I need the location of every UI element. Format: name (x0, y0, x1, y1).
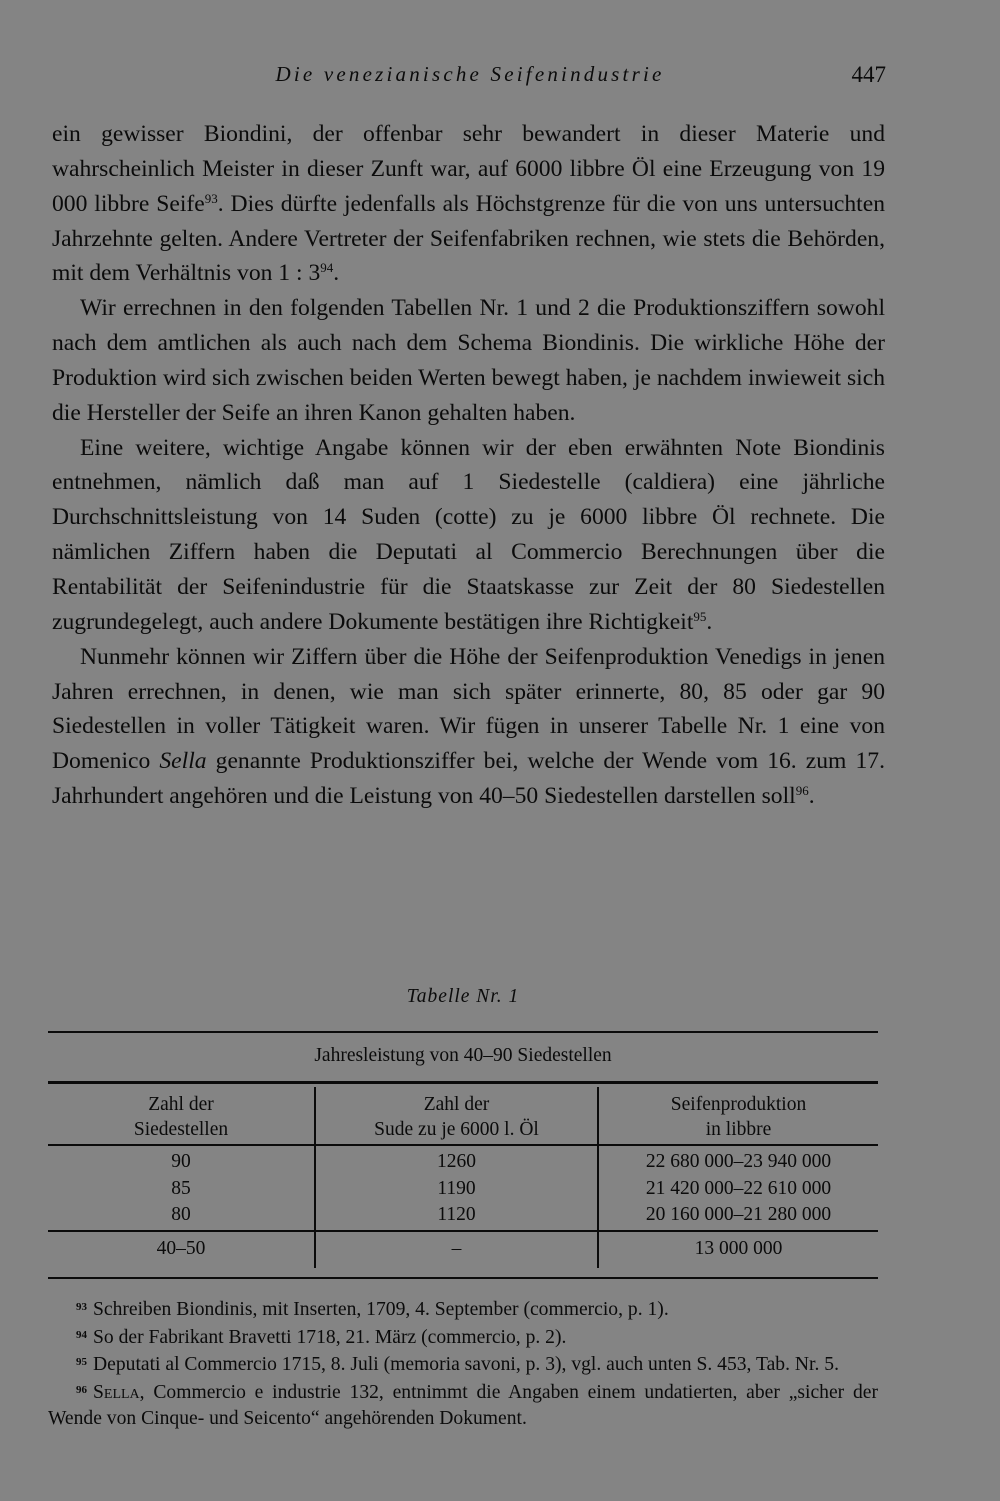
summary-produktion: 13 000 000 (694, 1238, 783, 1259)
paragraph-2: Wir errechnen in den folgenden Tabellen Nr. 1 und 2 die Produktionsziffern sowohl nach dem amtlichen als auch nach dem Schema Biondinis. Die wirkliche Höhe der Produktion wird sich zwischen beiden Werten bewegt haben, je nachdem inwieweit sich die Hersteller der Seife an ihren Kanon gehalten haben. (52, 295, 885, 426)
table-sum-rule (48, 1230, 878, 1232)
paragraph-1-text-a: ein gewisser Biondini, der offenbar sehr bewandert in dieser Materie und wahrscheinlich Meister in dieser Zunft war, auf 6000 libbre Öl eine Erzeugung von 19 000 libbre Seife (52, 121, 885, 217)
paragraph-4-text-a: Nunmehr können wir Ziffern über die Höhe der Seifenproduktion Venedigs in jenen Jahren errechnen, in denen, wie man sich später erinnerte, 80, 85 oder gar 90 Siedestellen in voller Tätigkeit waren. Wir fügen in unserer Tabelle Nr. 1 eine von Domenico (52, 643, 885, 775)
footnote-95 (48, 1350, 878, 1378)
header-produktion-line-2: in libbre (705, 1119, 772, 1140)
paragraph-3-text-a: Eine weitere, wichtige Angabe können wir der eben erwähnten Note Biondinis entnehmen, nämlich daß man auf 1 Siedestelle (caldiera) eine jährliche Durchschnittsleistung von 14 Suden (cotte) zu je 6000 libbre Öl rechnete. Die nämlichen Ziffern haben die Deputati al Commercio Berechnungen über die Rentabilität der Seifenindustrie für die Staatskasse zur Zeit der 80 Siedestellen zugrundegelegt, auch andere Dokumente bestätigen ihre Richtigkeit (52, 434, 885, 635)
paragraph-4-text-b: genannte Produktionsziffer bei, welche der Wende vom 16. zum 17. Jahrhundert angehören und die Leistung von 40–50 Siedestellen darstellen soll (52, 748, 885, 810)
table-top-rule (48, 1031, 878, 1033)
column-produktion (599, 1149, 878, 1229)
running-title: Die venezianische Seifenindustrie (275, 62, 665, 86)
table-cell: 1260 (437, 1151, 476, 1172)
footnote-number: 96 (76, 1384, 87, 1397)
table-cell: 1190 (437, 1177, 476, 1199)
paragraph-4-text-c: . (808, 783, 815, 810)
table-subheader-rule (48, 1144, 878, 1146)
column-sude (316, 1149, 597, 1229)
table-header-rule (48, 1081, 878, 1084)
header-stellen (48, 1092, 314, 1142)
page-number: 447 (851, 62, 886, 87)
header-produktion (599, 1092, 878, 1142)
header-sude (316, 1092, 597, 1142)
footnote-text: , Commercio e industrie 132, entnimmt die Angaben einem undatierten, aber „sicher der Wende von Cinque- und Seicento“ angehörenden Dokument. (48, 1382, 878, 1429)
table-title: Jahresleistung von 40–90 Siedestellen (314, 1045, 612, 1066)
footnotes (48, 1295, 878, 1432)
footnote-number: 94 (76, 1328, 87, 1341)
header-stellen-line-1: Zahl der (148, 1094, 214, 1115)
footnote-93 (48, 1295, 878, 1323)
column-stellen (48, 1149, 314, 1229)
table-bottom-rule (48, 1277, 878, 1279)
header-stellen-line-2: Siedestellen (133, 1119, 229, 1140)
body-text (52, 117, 885, 814)
running-head (52, 62, 888, 94)
paragraph-1-text-b: . Dies dürfte jedenfalls als Höchstgrenze für die von uns untersuchten Jahrzehnte gelten. Andere Vertreter der Seifenfabriken rechnen, wie stets die Behörden, mit dem Verhältnis von 1 : 3 (52, 190, 885, 287)
footnote-96 (48, 1378, 878, 1431)
summary-stellen: 40–50 (156, 1238, 206, 1259)
paragraph-3-text-b: . (706, 608, 713, 635)
author-name-sella: Sella (159, 748, 207, 775)
table-cell: 20 160 000–21 280 000 (645, 1204, 832, 1225)
paragraph-1 (52, 117, 885, 291)
table-cell: 1120 (437, 1204, 476, 1225)
footnote-ref-95: 95 (693, 608, 707, 624)
paragraph-4 (52, 640, 885, 814)
footnote-text: Deputati al Commercio 1715, 8. Juli (memoria savoni, p. 3), vgl. auch unten S. 453, Tab. Nr. 5. (93, 1354, 839, 1376)
footnote-number: 93 (76, 1301, 87, 1313)
footnote-author: Sella (93, 1382, 140, 1404)
header-sude-line-2: Sude zu je 6000 l. Öl (374, 1119, 539, 1140)
footnote-text: Schreiben Biondinis, mit Inserten, 1709, 4. September (commercio, p. 1). (93, 1299, 669, 1320)
table-cell: 90 (171, 1151, 191, 1172)
header-sude-line-1: Zahl der (423, 1094, 490, 1115)
header-produktion-line-1: Seifenproduktion (670, 1094, 807, 1115)
table-cell: 80 (171, 1204, 191, 1225)
paragraph-3 (52, 431, 885, 640)
footnote-text: So der Fabrikant Bravetti 1718, 21. März (commercio, p. 2). (93, 1326, 567, 1348)
table-cell: 85 (171, 1177, 191, 1199)
footnote-number: 95 (76, 1356, 87, 1369)
table-caption: Tabelle Nr. 1 (406, 986, 520, 1007)
footnote-94 (48, 1323, 878, 1351)
footnote-ref-94: 94 (320, 260, 334, 276)
footnote-ref-93: 93 (204, 190, 218, 206)
paragraph-1-text-c: . (333, 260, 340, 287)
summary-sude: – (451, 1238, 462, 1259)
table-cell: 22 680 000–23 940 000 (645, 1151, 832, 1172)
table-cell: 21 420 000–22 610 000 (645, 1177, 832, 1199)
footnote-ref-96: 96 (795, 783, 809, 799)
